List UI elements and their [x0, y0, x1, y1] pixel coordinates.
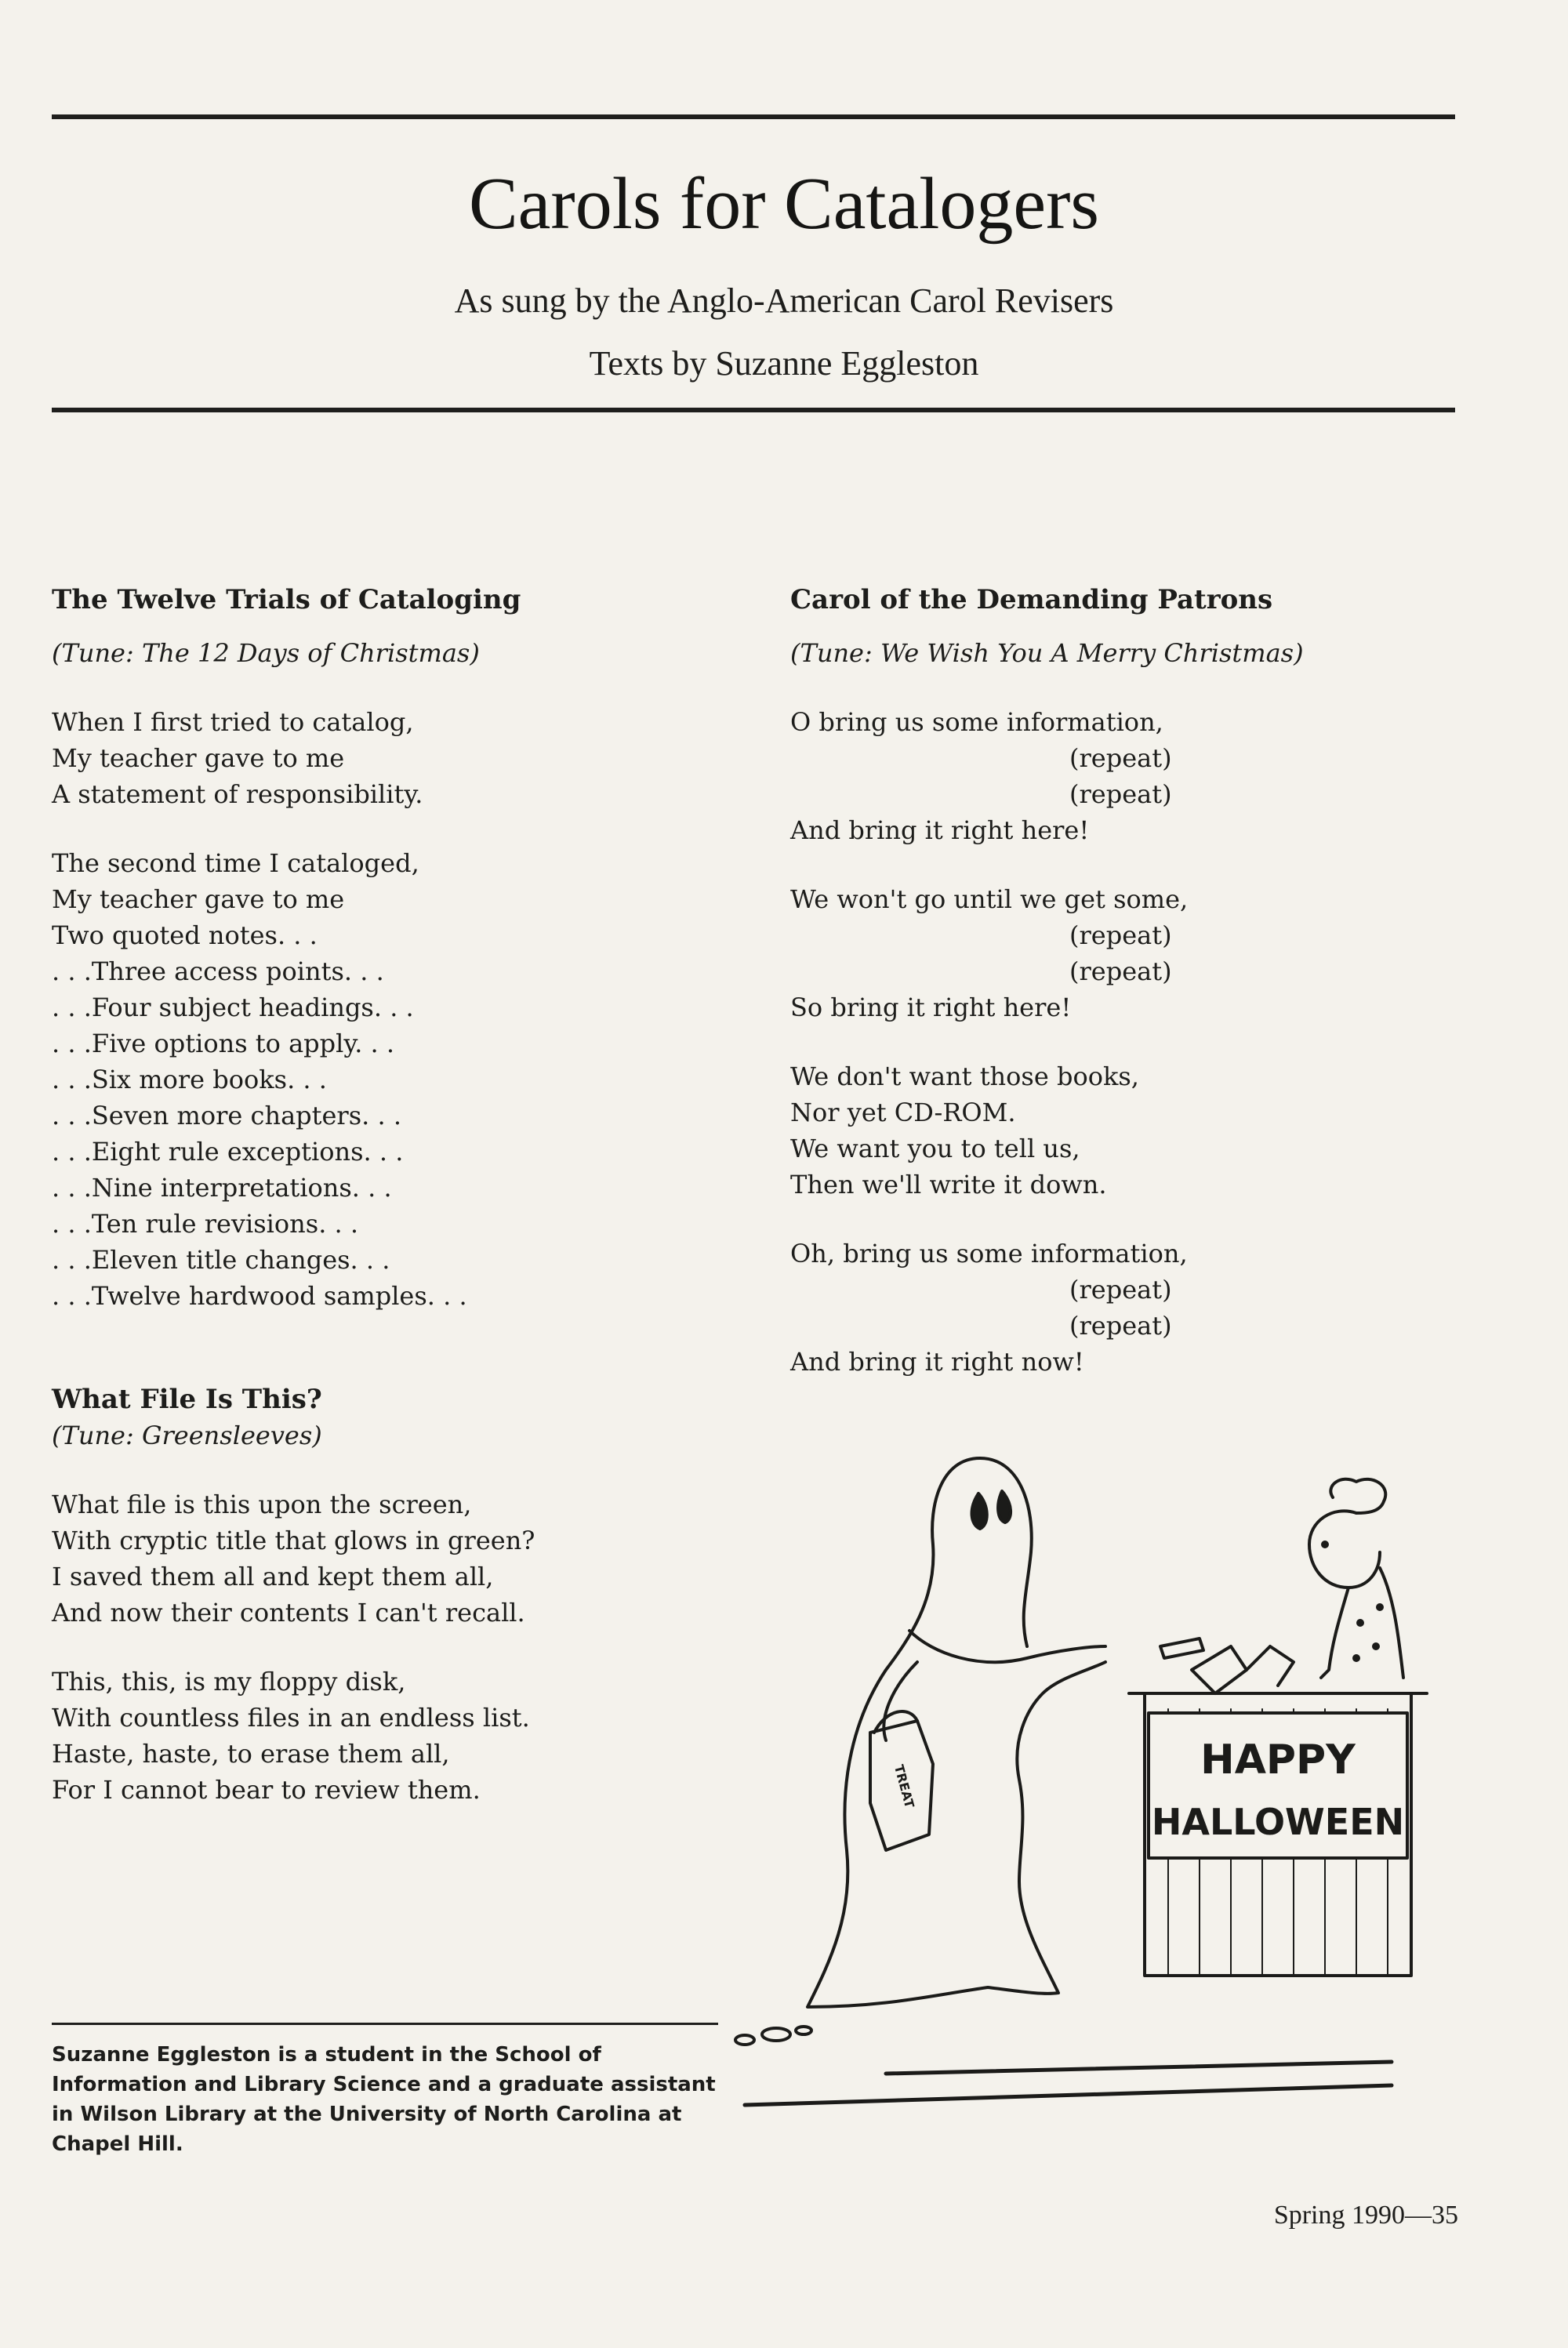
- lyric-line: We want you to tell us,: [790, 1134, 1080, 1163]
- lyric-line: . . .Seven more chapters. . .: [52, 1101, 401, 1130]
- halloween-cartoon: [651, 1411, 1466, 2164]
- author-note: Suzanne Eggleston is a student in the School of Information and Library Science and a graduate assistant in Wilson Library at the University of North Carolina at Chapel Hill.: [52, 2043, 716, 2156]
- right-column: [790, 582, 1496, 1380]
- lyric-line: The second time I cataloged,: [52, 848, 419, 878]
- stanza: [790, 704, 1496, 848]
- song-tune: (Tune: Greensleeves): [52, 1421, 322, 1450]
- lyric-line: . . .Ten rule revisions. . .: [52, 1209, 359, 1239]
- repeat-marker: (repeat): [1069, 920, 1172, 950]
- lyric-line: And now their contents I can't recall.: [52, 1598, 525, 1628]
- lyric-line: Haste, haste, to erase them all,: [52, 1739, 450, 1769]
- repeat-marker: (repeat): [1069, 779, 1172, 809]
- lyric-line: What file is this upon the screen,: [52, 1490, 472, 1519]
- lyric-line: When I first tried to catalog,: [52, 707, 414, 737]
- sign-text-happy: HAPPY: [1200, 1737, 1356, 1784]
- song-title: The Twelve Trials of Cataloging: [52, 584, 521, 615]
- song-title: What File Is This?: [52, 1384, 322, 1415]
- bag-text: TREAT: [891, 1762, 917, 1810]
- lyric-line: So bring it right here!: [790, 993, 1072, 1022]
- repeat-marker: (repeat): [1069, 1311, 1172, 1341]
- lyric-line: We won't go until we get some,: [790, 884, 1189, 914]
- page-title: Carols for Catalogers: [468, 163, 1099, 245]
- page-subtitle: As sung by the Anglo-American Carol Revisers: [454, 281, 1114, 320]
- lyric-line: . . .Twelve hardwood samples. . .: [52, 1281, 467, 1311]
- lyric-line: With cryptic title that glows in green?: [52, 1526, 535, 1555]
- lyric-line: We don't want those books,: [790, 1061, 1139, 1091]
- lyric-line: . . .Six more books. . .: [52, 1065, 327, 1094]
- song-twelve-trials: [52, 582, 757, 1314]
- lyric-line: I saved them all and kept them all,: [52, 1562, 494, 1591]
- lyric-line: My teacher gave to me: [52, 884, 345, 914]
- lyric-line: My teacher gave to me: [52, 743, 345, 773]
- lyric-line: A statement of responsibility.: [52, 779, 423, 809]
- lyric-line: . . .Three access points. . .: [52, 956, 384, 986]
- lyric-line: . . .Eight rule exceptions. . .: [52, 1137, 404, 1167]
- author-note-rule: [52, 2023, 718, 2025]
- lyric-line: . . .Nine interpretations. . .: [52, 1173, 392, 1203]
- lyric-line: . . .Five options to apply. . .: [52, 1029, 395, 1058]
- stanza: [52, 845, 757, 1314]
- lyric-line: This, this, is my floppy disk,: [52, 1667, 406, 1697]
- lyric-line: . . .Eleven title changes. . .: [52, 1245, 390, 1275]
- lyric-line: And bring it right now!: [790, 1347, 1084, 1377]
- ghost-icon: [808, 1458, 1105, 2007]
- lyric-line: For I cannot bear to review them.: [52, 1775, 481, 1805]
- lyric-line: And bring it right here!: [790, 815, 1090, 845]
- lyric-line: Then we'll write it down.: [790, 1170, 1107, 1199]
- lyric-line: Oh, bring us some information,: [790, 1239, 1188, 1268]
- repeat-marker: (repeat): [1069, 743, 1172, 773]
- repeat-marker: (repeat): [1069, 956, 1172, 986]
- byline: Texts by Suzanne Eggleston: [589, 344, 979, 383]
- lyric-line: Two quoted notes. . .: [52, 920, 318, 950]
- lyric-line: Nor yet CD-ROM.: [790, 1098, 1016, 1127]
- lyric-line: O bring us some information,: [790, 707, 1163, 737]
- stanza: [52, 704, 757, 812]
- page-folio: Spring 1990—35: [1273, 2201, 1458, 2230]
- song-tune: (Tune: We Wish You A Merry Christmas): [790, 638, 1304, 668]
- header-bottom-rule: [52, 408, 1455, 412]
- header-top-rule: [52, 114, 1455, 119]
- song-title: Carol of the Demanding Patrons: [790, 584, 1273, 615]
- lyric-line: With countless files in an endless list.: [52, 1703, 530, 1733]
- song-tune: (Tune: The 12 Days of Christmas): [52, 638, 480, 668]
- sign-text-halloween: HALLOWEEN: [1151, 1801, 1405, 1843]
- repeat-marker: (repeat): [1069, 1275, 1172, 1305]
- cartoon-drawing: [651, 1411, 1466, 2164]
- stanza: [790, 1236, 1496, 1380]
- lyric-line: . . .Four subject headings. . .: [52, 993, 414, 1022]
- stanza: [790, 881, 1496, 1025]
- song-demanding-patrons: [790, 582, 1496, 1380]
- stanza: [790, 1058, 1496, 1203]
- librarian-icon: [1309, 1511, 1380, 1588]
